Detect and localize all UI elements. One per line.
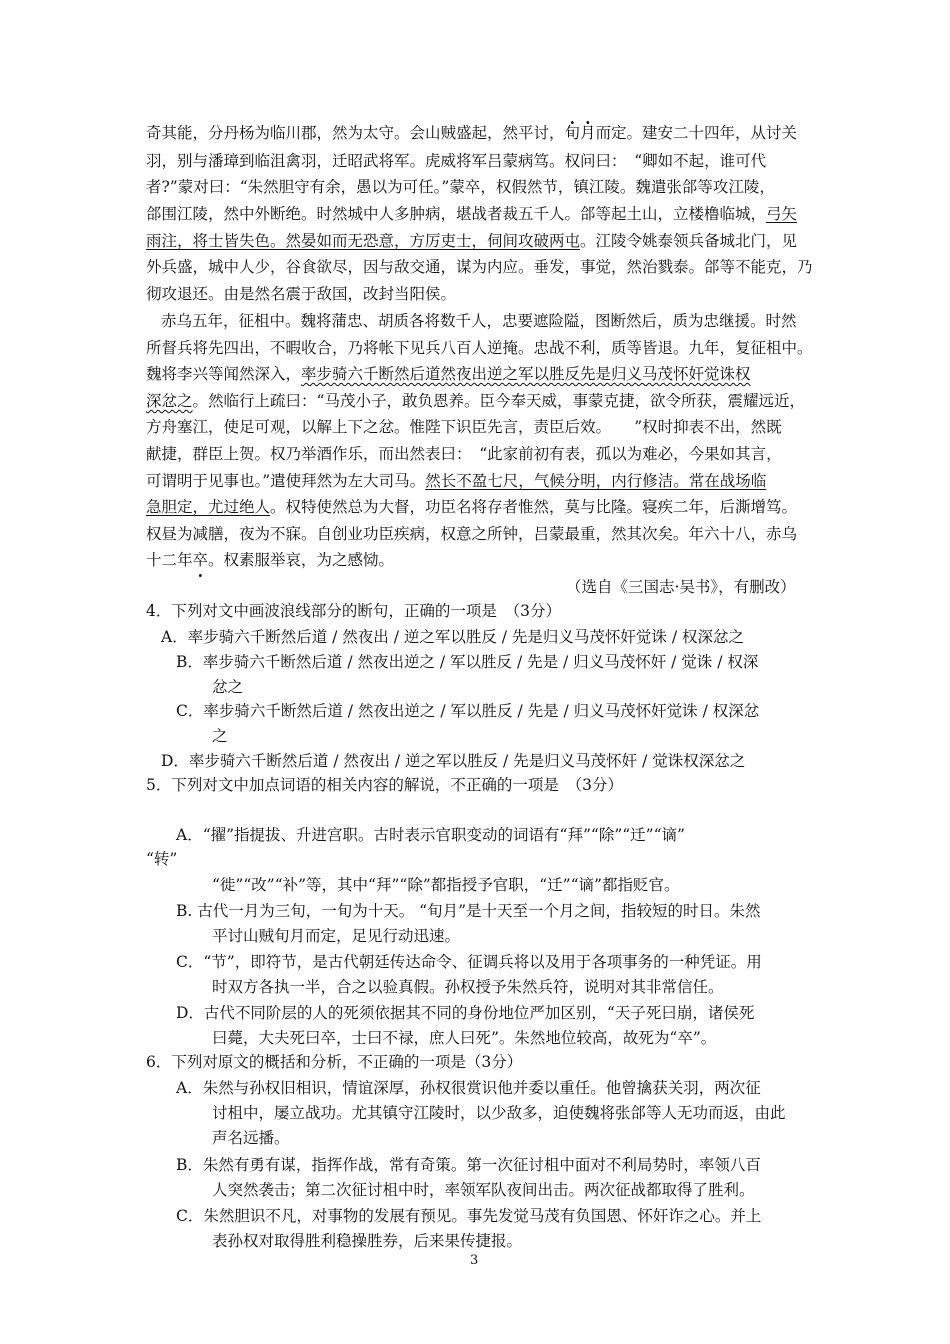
underlined-phrase: 急胆定，尤过绝人 — [146, 498, 271, 516]
passage-line: 者?”蒙对曰：“朱然胆守有余，愚以为可任。”蒙卒，权假然节，镇江陵。魏遣张郃等攻江陵， — [146, 178, 775, 196]
question-5-option-b: B. 古代一月为三旬，一旬为十天。 “旬月”是十天至一个月之间，指较短的时日。朱然 — [176, 902, 761, 920]
dotted-char: 卒 — [192, 551, 209, 569]
question-5-option-c: C．“节”，即符节，是古代朝廷传达命令、征调兵将以及用于各项事务的一种凭证。用 — [176, 953, 762, 971]
passage-line: 雨注，将士皆失色。然晏如而无恐意，方厉吏士，伺间攻破两屯。江陵令姚泰领兵备城北门，见 — [146, 232, 798, 250]
source-citation: （选自《三国志·吴书》，有删改） — [566, 578, 796, 596]
passage-line: 急胆定，尤过绝人。权特使然总为大督，功臣名将存者惟然，莫与比隆。寝疾二年，后澌增笃。 — [146, 498, 798, 516]
passage-line: 所督兵将先四出，不暇收合，乃将帐下见兵八百人逆掩。忠战不利，质等皆退。九年，复征柤中。 — [146, 339, 813, 357]
dotted-char: 旬 — [564, 124, 581, 142]
question-4-option-b: B．率步骑六千断然后道 / 然夜出逆之 / 军以胜反 / 先是 / 归义马茂怀奸 / 觉诛 / 权深 — [176, 653, 759, 671]
passage-line: 方舟塞江，使足可观，以解上下之忿。惟陛下识臣先言，责臣后效。 ”权时抑表不出，然既 — [146, 418, 782, 436]
question-4-option-c-cont: 之 — [212, 727, 228, 745]
wavy-underlined-phrase: 率步骑六千断然后道然夜出逆之军以胜反先是归义马茂怀奸觉诛权 — [301, 365, 751, 383]
question-6-stem: 6．下列对原文的概括和分析，不正确的一项是（3分） — [146, 1053, 523, 1071]
question-4-stem: 4．下列对文中画波浪线部分的断句，正确的一项是 （3分） — [146, 602, 561, 620]
dotted-char: 月 — [580, 124, 596, 142]
question-4-option-d: D．率步骑六千断然后道 / 然夜出 / 逆之军以胜反 / 先是归义马茂怀奸 / 觉诛权深忿之 — [161, 752, 746, 770]
wavy-underlined-phrase: 深忿之 — [146, 392, 193, 410]
question-5-stem: 5．下列对文中加点词语的相关内容的解说，不正确的一项是 （3分） — [146, 776, 623, 794]
passage-line: 权昼为减膳，夜为不寐。自创业功臣疾病，权意之所钟，吕蒙最重，然其次矣。年六十八，赤乌 — [146, 525, 798, 543]
question-5-option-d: D．古代不同阶层的人的死须依据其不同的身份地位严加区别，“天子死曰崩，诸侯死 — [176, 1004, 755, 1022]
question-6-option-b-cont: 人突然袭击；第二次征讨柤中时，率领军队夜间出击。两次征战都取得了胜利。 — [212, 1181, 755, 1199]
question-5-option-a-cont: “转” — [146, 850, 178, 868]
question-5-option-d-cont: 曰薨，大夫死曰卒，士曰不禄，庶人曰死”。朱然地位较高，故死为“卒”。 — [212, 1029, 717, 1047]
passage-line: 彻攻退还。由是然名震于敌国，改封当阳侯。 — [146, 285, 457, 303]
passage-line: 深忿之。然临行上疏曰：“马茂小子，敢负恩养。臣今奉天威，事蒙克捷，欲令所获，震耀远近， — [146, 392, 805, 410]
question-5-option-b-cont: 平讨山贼旬月而定，足见行动迅速。 — [212, 927, 461, 945]
page-number: 3 — [470, 1253, 479, 1268]
question-5-option-c-cont: 时双方各执一半，合之以验真假。孙权授予朱然兵符，说明对其非常信任。 — [212, 978, 724, 996]
passage-line: 十二年卒。权素服举哀，为之感恸。 — [146, 551, 395, 569]
underlined-phrase: 然长不盈七尺，气候分明，内行修洁。常在战场临 — [425, 472, 767, 490]
question-6-option-a: A．朱然与孙权旧相识，情谊深厚，孙权很赏识他并委以重任。他曾擒获关羽，两次征 — [176, 1079, 761, 1097]
passage-line: 羽，别与潘璋到临沮禽羽，迁昭武将军。虎威将军吕蒙病笃。权问曰： “卿如不起，谁可代 — [146, 152, 767, 170]
passage-line: 奇其能，分丹杨为临川郡，然为太守。会山贼盛起，然平讨，旬月而定。建安二十四年，从讨关 — [146, 124, 798, 142]
passage-line: 魏将李兴等闻然深入，率步骑六千断然后道然夜出逆之军以胜反先是归义马茂怀奸觉诛权 — [146, 365, 751, 383]
passage-line: 外兵盛，城中人少，谷食欲尽，因与敌交通，谋为内应。垂发，事觉，然治戮泰。郃等不能克，乃 — [146, 258, 813, 276]
question-5-option-a: A．“擢”指提拔、升进宫职。古时表示官职变动的词语有“拜”“除”“迁”“谪” — [176, 826, 685, 844]
question-6-option-a-cont: 讨柤中，屡立战功。尤其镇守江陵时，以少敌多，迫使魏将张郃等人无功而返，由此 — [212, 1104, 786, 1122]
passage-line: 郃围江陵，然中外断绝。时然城中人多肿病，堪战者裁五千人。郃等起土山，立楼橹临城，弓矢 — [146, 205, 798, 223]
passage-line: 赤乌五年，征柤中。魏将蒲忠、胡质各将数千人，忠要遮险隘，图断然后，质为忠继援。时然 — [161, 312, 797, 330]
underlined-phrase: 雨注，将士皆失色。然晏如而无恐意，方厉吏士，伺间攻破两屯 — [146, 232, 581, 250]
question-4-option-b-cont: 忿之 — [212, 678, 244, 696]
question-6-option-b: B．朱然有勇有谋，指挥作战，常有奇策。第一次征讨柤中面对不利局势时，率领八百 — [176, 1156, 761, 1174]
question-4-option-c: C．率步骑六千断然后道 / 然夜出逆之 / 军以胜反 / 先是 / 归义马茂怀奸觉诛 / 权深忿 — [176, 702, 760, 720]
question-4-option-a: A．率步骑六千断然后道 / 然夜出 / 逆之军以胜反 / 先是归义马茂怀奸觉诛 / 权深忿之 — [161, 628, 745, 646]
passage-line: 献捷，群臣上贺。权乃举酒作乐，而出然表曰： “此家前初有表，孤以为难必，今果如其言， — [146, 445, 782, 463]
question-6-option-a-cont: 声名远播。 — [212, 1129, 290, 1147]
passage-line: 可谓明于见事也。”遣使拜然为左大司马。然长不盈七尺，气候分明，内行修洁。常在战场临 — [146, 472, 767, 490]
question-5-option-a-cont: “徙”“改”“补”等，其中“拜”“除”都指授予官职，“迁”“谪”都指贬官。 — [212, 876, 680, 894]
question-6-option-c-cont: 表孙权对取得胜利稳操胜券，后来果传捷报。 — [212, 1232, 523, 1250]
question-6-option-c: C．朱然胆识不凡，对事物的发展有预见。事先发觉马茂有负国恩、怀奸诈之心。并上 — [176, 1207, 762, 1225]
underlined-phrase: 弓矢 — [766, 205, 798, 223]
